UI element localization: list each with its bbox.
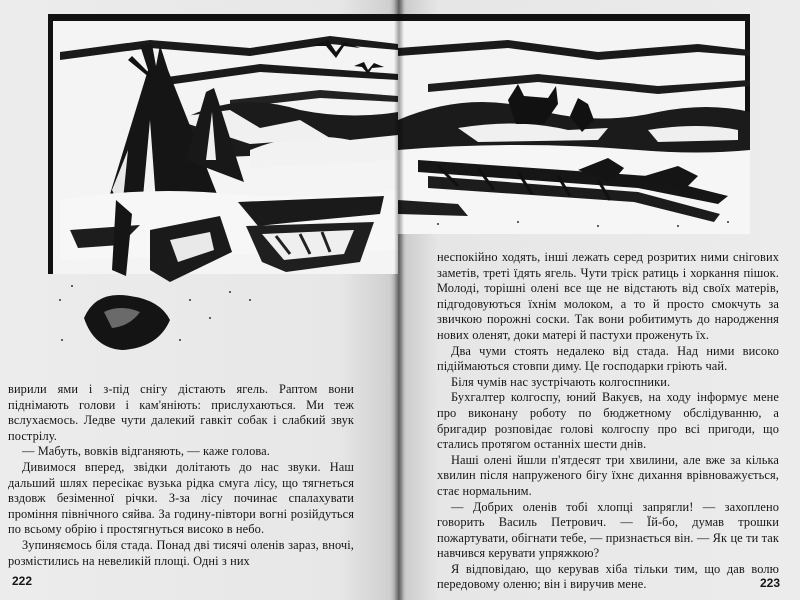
left-page bbox=[0, 0, 398, 600]
paragraph: вирили ями і з-під снігу дістають ягель. Раптом вони піднімають голови і кам'яніють: прислухаються. Ми теж вслухаємось. Ледве чути далекий гавкіт собак і слабкий звук пострілу. bbox=[8, 382, 354, 443]
paragraph: неспокійно ходять, інші лежать серед розритих ними снігових заметів, треті їдять ягель. Чути тріск ратиць і хоркання пішок. Молоді, торішні олені все ще не відстають від своїх матерів, підгодовуються їхнім молоком, а то й просто смокчуть за звичкою порожні соски. Так вони робитимуть до народження нових оленят, доки матері й пастухи проженуть їх. bbox=[437, 250, 779, 342]
page-number-right: 223 bbox=[760, 576, 781, 590]
book-gutter bbox=[394, 0, 404, 600]
paragraph: Наші олені йшли п'ятдесят три хвилини, але вже за кілька хвилин після напруженого бігу їхнє дихання врівноважується, стає нормальним. bbox=[437, 452, 779, 498]
paragraph: Два чуми стоять недалеко від стада. Над ними високо підіймаються стовпи диму. Це господарки гріють чай. bbox=[437, 343, 779, 374]
right-page-text bbox=[437, 250, 779, 593]
paragraph: Зупиняємось біля стада. Понад дві тисячі оленів зараз, вночі, розмістились на невеликій площі. Одні з них bbox=[8, 537, 354, 568]
paragraph: — Мабуть, вовків відганяють, — каже голова. bbox=[22, 444, 270, 459]
paragraph: Я відповідаю, що керував хіба тільки тим, що дав волю передовому оленю; він і виручив мене. bbox=[437, 561, 779, 592]
illustration-right bbox=[398, 0, 800, 250]
paragraph: Біля чумів нас зустрічають колгоспники. bbox=[451, 374, 671, 389]
illustration-left bbox=[0, 0, 398, 370]
left-page-text bbox=[8, 382, 354, 569]
paragraph: Дивимося вперед, звідки долітають до нас звуки. Наш дальший шлях пересікає вузька рідка смуга лісу, що тягнеться вздовж безіменної річки. З-за лісу починає спалахувати проміння північного сяйва. За годину-півтори вогні розійдуться по всьому обрію і простягнуться високо в небо. bbox=[8, 459, 354, 537]
right-page bbox=[398, 0, 800, 600]
paragraph: Бухгалтер колгоспу, юний Вакуєв, на ходу інформує мене про виконану роботу по бюджетному обслідуванню, а бригадир розповідає голові колгоспу про всі пригоди, що стались протягом останніх шести днів. bbox=[437, 390, 779, 452]
paragraph: — Добрих оленів тобі хлопці запрягли! — захоплено говорить Василь Петрович. — Їй-бо, думав трошки пожартувати, обігнати тебе, — признається він. — Як це ти так навчився керувати упряжкою? bbox=[437, 499, 779, 561]
page-number-left: 222 bbox=[12, 574, 33, 588]
